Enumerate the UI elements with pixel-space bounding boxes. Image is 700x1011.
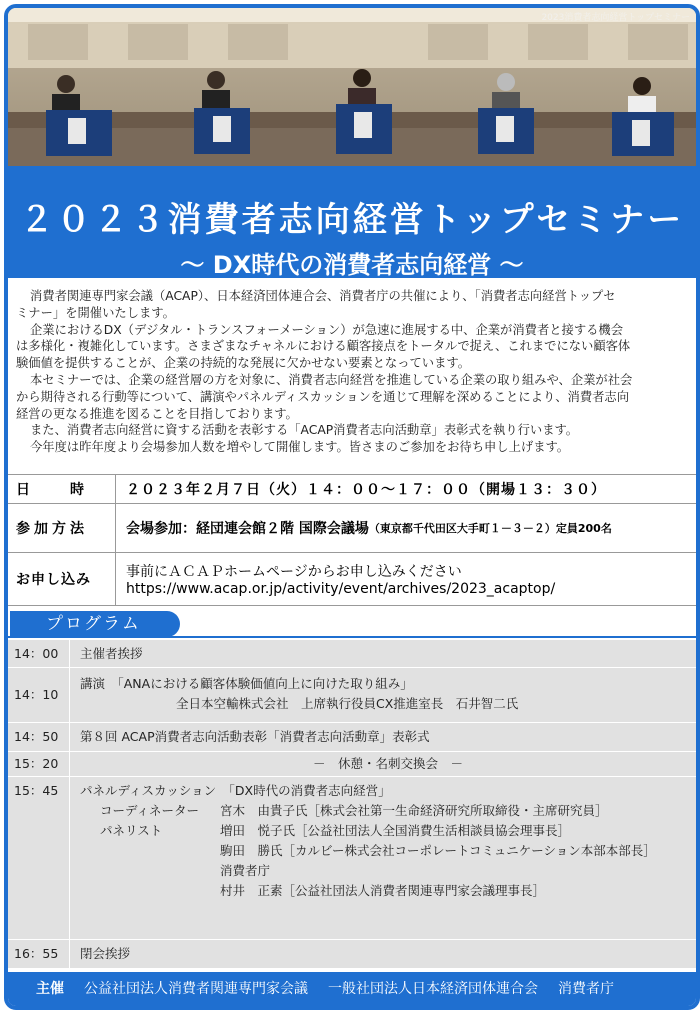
program-row <box>8 668 696 723</box>
program-item: － 休憩・名刺交換会 － <box>312 756 463 771</box>
intro-line: 本セミナーでは、企業の経営層の方を対象に、消費者志向経営を推進している企業の取り組みや、企業が社会 <box>30 372 633 387</box>
program-row <box>8 940 696 969</box>
flyer-frame <box>4 4 700 1010</box>
date-label: 日 時 <box>8 475 116 503</box>
program-time: 14：50 <box>8 723 70 751</box>
seminar-stage-image <box>8 8 696 166</box>
lecture-title: 講演 「ANAにおける顧客体験価値向上に向けた取り組み」 <box>80 676 413 691</box>
panel-title: パネルディスカッション 「DX時代の消費者志向経営」 <box>80 783 391 798</box>
intro-line: ミナー」を開催いたします。 <box>16 305 175 320</box>
intro-line: 今年度は昨年度より会場参加人数を増やして開催します。皆さまのご参加をお待ち申し上げます。 <box>30 440 570 455</box>
program-table <box>8 640 696 969</box>
program-heading: プログラム <box>10 611 180 637</box>
page-subtitle: ～ DX時代の消費者志向経営 ～ <box>180 251 524 279</box>
method-value: 会場参加：経団連会館２階 国際会議場 <box>126 521 369 537</box>
program-time: 16：55 <box>8 940 70 968</box>
program-item: 第８回 ACAP消費者志向活動表彰「消費者志向活動章」表彰式 <box>80 729 430 744</box>
info-row-date <box>8 475 696 504</box>
panelist-name: 増田 悦子氏［公益社団法人全国消費生活相談員協会理事長］ <box>220 823 571 838</box>
program-time: 15：45 <box>8 777 70 939</box>
coordinator-label: コーディネーター <box>100 803 200 818</box>
intro-line: 験価値を提供することが、企業の持続的な発展に欠かせない要素となっています。 <box>16 356 471 371</box>
program-row <box>8 723 696 752</box>
lecture-speaker: 全日本空輸株式会社 上席執行役員CX推進室長 石井智二氏 <box>176 696 519 711</box>
program-item: 閉会挨拶 <box>80 946 131 961</box>
apply-url-link[interactable]: https://www.acap.or.jp/activity/event/archives/2023_acaptop/ <box>126 581 556 597</box>
apply-label: お申し込み <box>8 553 116 605</box>
panelist-label: パネリスト <box>100 823 163 838</box>
panelist-name: 駒田 勝氏［カルビー株式会社コーポレートコミュニケーション本部本部長］ <box>220 843 656 858</box>
info-row-apply <box>8 553 696 606</box>
program-row <box>8 777 696 940</box>
intro-line: また、消費者志向経営に資する活動を表彰する「ACAP消費者志向活動章」表彰式を執り行います。 <box>30 423 579 438</box>
organizer-caa: 消費者庁 <box>558 981 614 997</box>
intro-line: から期待される行動等について、講演やパネルディスカッションを通じて理解を深めることにより、消費者志向 <box>16 389 630 404</box>
panelist-row <box>80 821 696 841</box>
method-value-cell <box>116 504 696 552</box>
apply-text: 事前にＡＣＡＰホームページからお申し込みください <box>126 564 462 580</box>
organizer-keidanren: 一般社団法人日本経済団体連合会 <box>328 981 538 997</box>
panel-photo <box>8 8 696 166</box>
coordinator-name: 宮木 由貴子氏［株式会社第一生命経済研究所取締役・主席研究員］ <box>220 803 608 818</box>
title-banner <box>8 166 696 278</box>
program-item <box>70 668 696 722</box>
intro-line: 企業におけるDX（デジタル・トランスフォーメーション）が急速に進展する中、企業が消費者と接する機会 <box>30 322 624 337</box>
program-item: 主催者挨拶 <box>80 646 143 661</box>
program-row <box>8 640 696 668</box>
organizers-footer <box>8 972 696 1006</box>
info-row-method <box>8 504 696 553</box>
intro-line: 経営の更なる推進を図ることを目指しております。 <box>16 406 298 421</box>
panelist-name: 村井 正素［公益社団法人消費者関連専門家会議理事長］ <box>220 883 546 898</box>
organizer-acap: 公益社団法人消費者関連専門家会議 <box>84 981 308 997</box>
method-note: （東京都千代田区大手町１－３－２）定員200名 <box>368 522 612 535</box>
panel-discussion <box>70 777 696 939</box>
intro-line: 消費者関連専門家会議（ACAP）、日本経済団体連合会、消費者庁の共催により、「消費者志向経営トップセ <box>30 289 616 303</box>
program-time: 14：10 <box>8 668 70 722</box>
method-label: 参加方法 <box>8 504 116 552</box>
photo-caption: 2023消費者志向経営トップセミナー <box>541 13 690 23</box>
panelist-name: 消費者庁 <box>220 863 271 878</box>
coordinator-row <box>80 801 696 821</box>
program-row <box>8 752 696 777</box>
page-title: ２０２３消費者志向経営トップセミナー <box>19 200 685 240</box>
program-divider <box>8 636 696 638</box>
event-info-table <box>8 474 696 606</box>
program-time: 15：20 <box>8 752 70 776</box>
intro-line: は多様化・複雑化しています。さまざまなチャネルにおける顧客接点をトータルで捉え、これまでにない顧客体 <box>16 339 631 354</box>
intro-text <box>8 288 696 456</box>
program-time: 14：00 <box>8 640 70 667</box>
organizer-label: 主催 <box>36 981 64 997</box>
date-value: ２０２３年２月７日（火）１４：００～１７：００（開場１３：３０） <box>126 482 606 498</box>
apply-value-cell <box>116 553 696 605</box>
